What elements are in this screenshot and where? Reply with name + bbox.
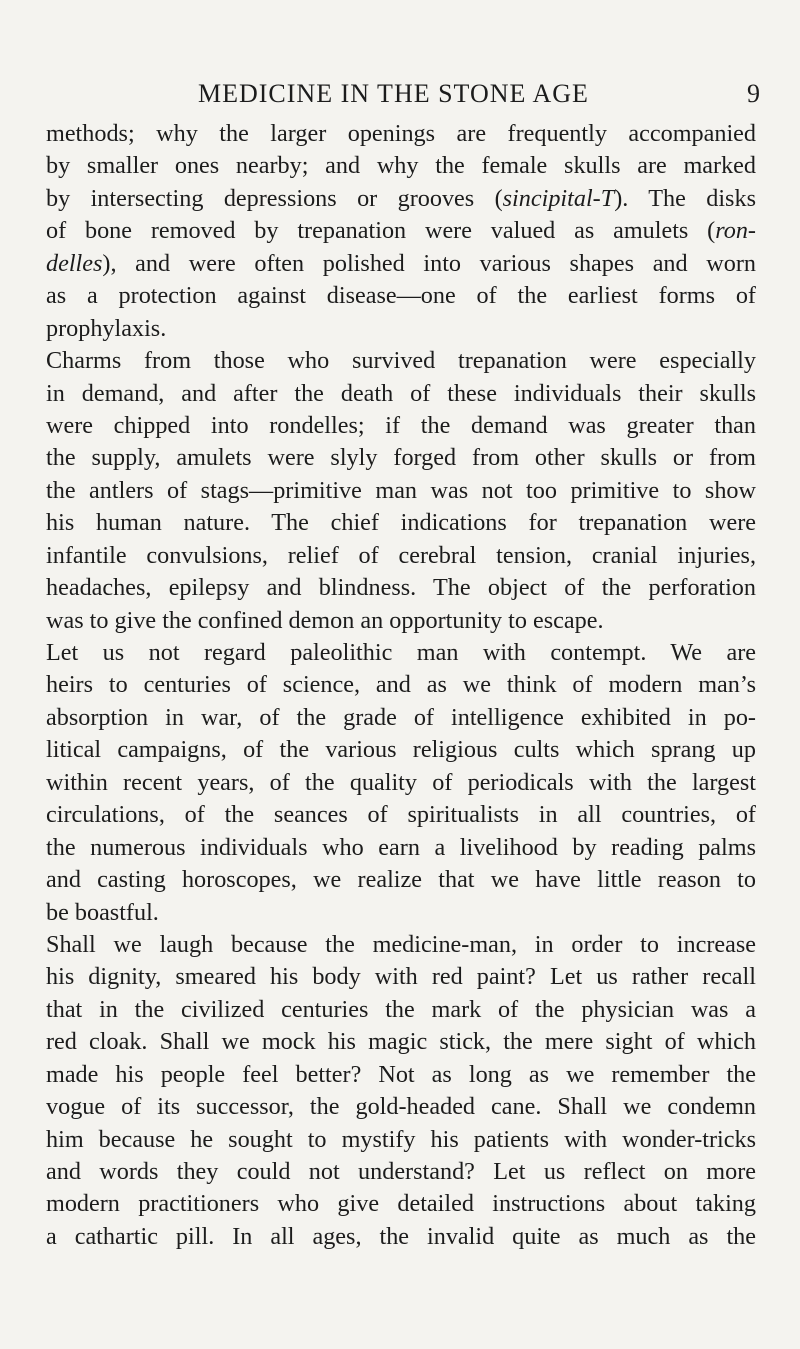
body-text xyxy=(46,118,756,1253)
text-line xyxy=(46,1124,756,1156)
text-line xyxy=(46,702,756,734)
text-line xyxy=(46,215,756,247)
line-text: vogue of its successor, the gold-headed cane. Shall we condemn xyxy=(46,1093,756,1121)
text-line xyxy=(46,1156,756,1188)
text-line xyxy=(46,118,756,150)
text-line xyxy=(46,313,756,345)
line-text: Let us not regard paleolithic man with contempt. We are xyxy=(46,639,756,666)
line-text: the numerous individuals who earn a livelihood by reading palms xyxy=(46,833,756,861)
line-text: of bone removed by trepanation were valued as amulets ( xyxy=(46,217,716,245)
text-line xyxy=(46,150,756,182)
line-text: be boastful. xyxy=(46,898,159,926)
line-text: made his people feel better? Not as long as we remember the xyxy=(46,1060,756,1088)
line-text: and words they could not understand? Let us reflect on more xyxy=(46,1158,756,1185)
text-line xyxy=(46,248,756,280)
line-text: him because he sought to mystify his patients with wonder-tricks xyxy=(46,1125,756,1153)
text-line xyxy=(46,1026,756,1058)
line-text: prophylaxis. xyxy=(46,314,167,342)
italic-term: ron- xyxy=(715,217,756,245)
text-line xyxy=(46,1188,756,1220)
line-text: his human nature. The chief indications for trepanation were xyxy=(46,509,756,537)
line-text: by intersecting depressions or grooves ( xyxy=(46,184,503,212)
text-line xyxy=(46,799,756,831)
italic-term: sincipital-T xyxy=(502,184,615,212)
page-number: 9 xyxy=(747,79,760,108)
text-line xyxy=(46,183,756,215)
line-text: the antlers of stags—primitive man was not too primitive to show xyxy=(46,476,756,504)
line-text: as a protection against disease—one of the earliest forms of xyxy=(46,282,756,310)
line-text: modern practitioners who give detailed instructions about taking xyxy=(46,1190,756,1218)
line-text: was to give the confined demon an opportunity to escape. xyxy=(46,606,604,634)
line-text: infantile convulsions, relief of cerebral tension, cranial injuries, xyxy=(46,541,756,569)
line-text: absorption in war, of the grade of intelligence exhibited in po- xyxy=(46,703,756,731)
text-line xyxy=(46,961,756,993)
italic-term: delles xyxy=(46,249,103,277)
line-text: that in the civilized centuries the mark of the physician was a xyxy=(46,995,756,1023)
text-line xyxy=(46,1091,756,1123)
text-line xyxy=(46,864,756,896)
text-line xyxy=(46,378,756,410)
line-text: in demand, and after the death of these individuals their skulls xyxy=(46,379,756,407)
line-text: headaches, epilepsy and blindness. The object of the perforation xyxy=(46,574,756,602)
line-text: the supply, amulets were slyly forged from other skulls or from xyxy=(46,444,756,472)
text-line xyxy=(46,442,756,474)
text-line xyxy=(46,832,756,864)
text-line xyxy=(46,734,756,766)
line-text: ). The disks xyxy=(614,184,756,212)
text-line xyxy=(46,994,756,1026)
text-line xyxy=(46,345,756,377)
text-line xyxy=(46,637,756,669)
line-text: a cathartic pill. In all ages, the invalid quite as much as the xyxy=(46,1222,756,1250)
line-text: within recent years, of the quality of periodicals with the largest xyxy=(46,768,756,796)
text-line xyxy=(46,929,756,961)
line-text: methods; why the larger openings are frequently accompanied xyxy=(46,120,756,147)
line-text: litical campaigns, of the various religious cults which sprang up xyxy=(46,736,756,764)
line-text: ), and were often polished into various shapes and worn xyxy=(102,249,756,277)
running-head: MEDICINE IN THE STONE AGE xyxy=(198,79,589,108)
page-header xyxy=(40,76,760,116)
text-line xyxy=(46,410,756,442)
text-line xyxy=(46,1059,756,1091)
text-line xyxy=(46,669,756,701)
text-line xyxy=(46,280,756,312)
text-line xyxy=(46,605,756,637)
line-text: heirs to centuries of science, and as we think of modern man’s xyxy=(46,671,756,699)
text-line xyxy=(46,507,756,539)
line-text: Shall we laugh because the medicine-man, in order to increase xyxy=(46,930,756,958)
line-text: red cloak. Shall we mock his magic stick, the mere sight of which xyxy=(46,1028,756,1056)
line-text: and casting horoscopes, we realize that we have little reason to xyxy=(46,866,756,894)
text-line xyxy=(46,475,756,507)
text-line xyxy=(46,540,756,572)
line-text: were chipped into rondelles; if the demand was greater than xyxy=(46,411,756,439)
line-text: Charms from those who survived trepanation were especially xyxy=(46,347,756,375)
line-text: his dignity, smeared his body with red paint? Let us rather recall xyxy=(46,963,756,991)
text-line xyxy=(46,767,756,799)
line-text: by smaller ones nearby; and why the female skulls are marked xyxy=(46,152,756,180)
text-line xyxy=(46,572,756,604)
text-line xyxy=(46,897,756,929)
text-line xyxy=(46,1221,756,1253)
line-text: circulations, of the seances of spiritualists in all countries, of xyxy=(46,801,756,829)
